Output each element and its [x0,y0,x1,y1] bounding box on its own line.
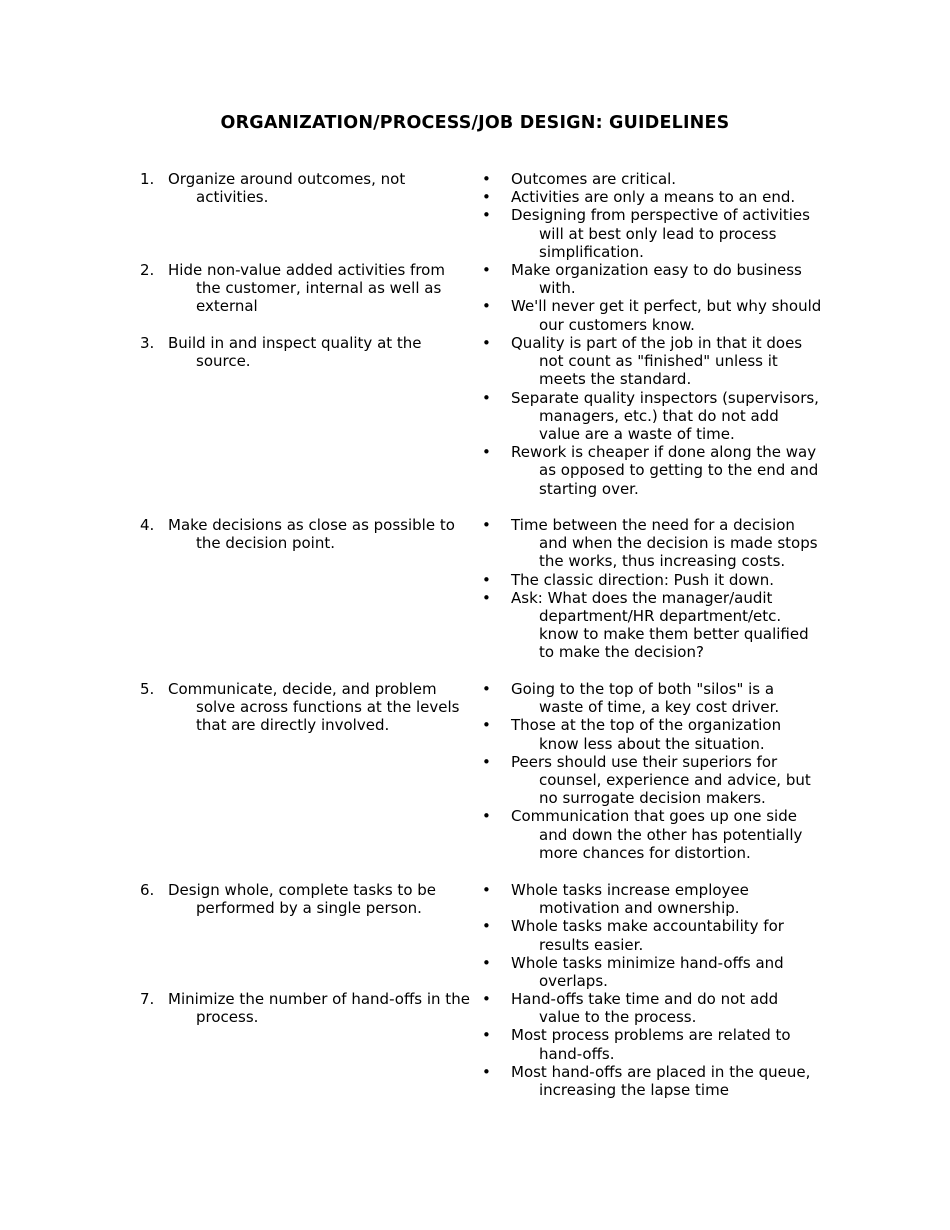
list-item: • Whole tasks make accountability for results easier. [482,917,784,954]
bullet-icon: • [482,990,491,1008]
list-item: • Most process problems are related to hand-offs. [482,1026,791,1063]
list-item: • Those at the top of the organization know less about the situation. [482,716,782,753]
list-item: • Going to the top of both "silos" is a waste of time, a key cost driver. [482,680,780,717]
guideline-4 [140,516,470,552]
guideline-5-points [482,680,822,862]
list-item: • The classic direction: Push it down. [482,570,775,589]
bullet-icon: • [482,1062,491,1081]
guideline-3-points [482,334,822,498]
bullet-icon: • [482,570,491,589]
list-item: • Whole tasks minimize hand-offs and overlaps. [482,953,784,991]
list-item: • Time between the need for a decision and when the decision is made stops the works, thus increasing costs. [482,516,818,571]
bullet-icon: • [482,334,491,352]
list-item: • Rework is cheaper if done along the way as opposed to getting to the end and starting over. [482,443,819,498]
guideline-text: Minimize the number of hand-offs in the process. [168,990,470,1027]
guideline-2 [140,261,470,316]
guideline-number: 5. [140,680,155,698]
list-item: • Most hand-offs are placed in the queue, increasing the lapse time [482,1062,811,1100]
guideline-number: 1. [140,170,155,188]
bullet-icon: • [482,752,491,771]
bullet-icon: • [482,807,491,826]
list-item: • Whole tasks increase employee motivation and ownership. [482,881,749,918]
guideline-2-points [482,261,822,334]
bullet-icon: • [482,953,491,972]
guideline-text: Hide non-value added activities from the customer, internal as well as external [168,261,445,316]
list-item: • Ask: What does the manager/audit department/HR department/etc. know to make them better qualified to make the decision? [482,588,809,662]
bullet-icon: • [482,261,491,279]
list-item: • Activities are only a means to an end. [482,188,796,207]
bullet-icon: • [482,881,491,899]
bullet-icon: • [482,170,491,188]
guideline-6-points [482,881,822,990]
list-item: • Make organization easy to do business with. [482,261,802,298]
guideline-7-points [482,990,822,1099]
guideline-text: Build in and inspect quality at the source. [168,334,422,371]
guideline-text: Design whole, complete tasks to be performed by a single person. [168,881,437,918]
guideline-text: Communicate, decide, and problem solve across functions at the levels that are directly involved. [168,680,460,735]
bullet-icon: • [482,680,491,698]
guideline-text: Make decisions as close as possible to the decision point. [168,516,455,553]
bullet-icon: • [482,588,491,607]
guideline-7 [140,990,470,1026]
bullet-icon: • [482,516,491,534]
bullet-icon: • [482,716,491,735]
guideline-6 [140,881,470,917]
guideline-1 [140,170,470,206]
bullet-icon: • [482,188,491,207]
bullet-icon: • [482,917,491,936]
list-item: • Designing from perspective of activities will at best only lead to process simplification. [482,206,810,261]
list-item: • Outcomes are critical. [482,170,677,188]
list-item: • Separate quality inspectors (supervisors, managers, etc.) that do not add value are a waste of time. [482,388,819,444]
guideline-1-points [482,170,822,261]
guideline-number: 7. [140,990,155,1008]
bullet-icon: • [482,206,491,225]
list-item: • Peers should use their superiors for counsel, experience and advice, but no surrogate decision makers. [482,752,811,808]
page-title: ORGANIZATION/PROCESS/JOB DESIGN: GUIDELINES [220,113,730,133]
guideline-number: 3. [140,334,155,352]
guideline-5 [140,680,470,735]
list-item: • Quality is part of the job in that it does not count as "finished" unless it meets the standard. [482,334,803,389]
list-item: • We'll never get it perfect, but why should our customers know. [482,297,822,334]
bullet-icon: • [482,443,491,462]
guideline-3 [140,334,470,370]
list-item: • Hand-offs take time and do not add value to the process. [482,990,779,1027]
bullet-icon: • [482,388,491,407]
guideline-4-points [482,516,822,662]
list-item: • Communication that goes up one side and down the other has potentially more chances for distortion. [482,807,803,862]
guideline-number: 4. [140,516,155,534]
guideline-number: 2. [140,261,155,279]
guideline-text: Organize around outcomes, not activities. [168,170,406,207]
bullet-icon: • [482,297,491,316]
guideline-number: 6. [140,881,155,899]
bullet-icon: • [482,1026,491,1045]
